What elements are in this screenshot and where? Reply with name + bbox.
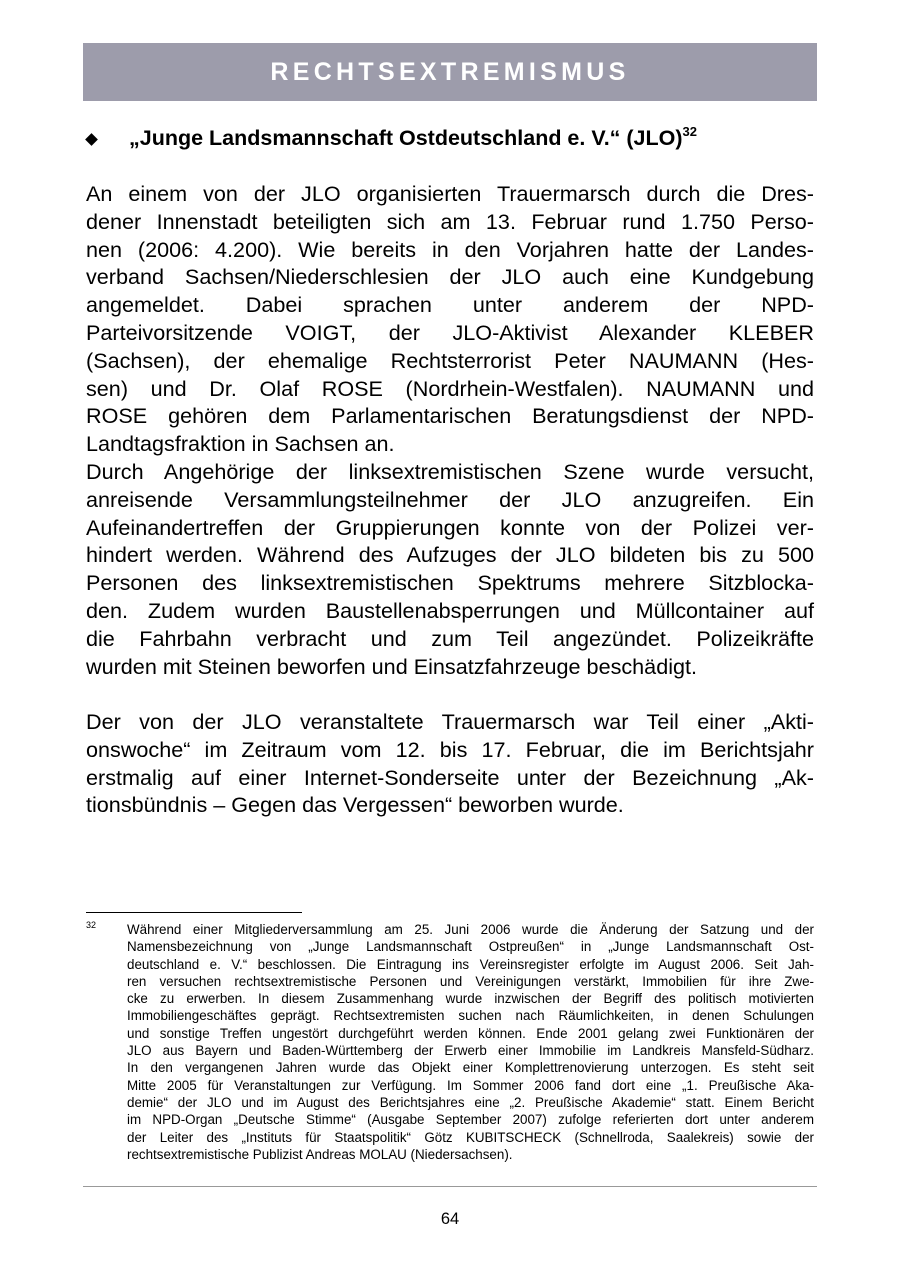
text-line: nen (2006: 4.200). Wie bereits in den Vorjahren hatte der Landes- — [86, 236, 814, 262]
section-heading — [87, 118, 817, 158]
page-number: 64 — [440, 1210, 460, 1228]
text-line: Aufeinandertreffen der Gruppierungen konnte von der Polizei ver- — [86, 514, 814, 540]
footnote-number: 32 — [86, 920, 97, 930]
text-line: erstmalig auf einer Internet-Sonderseite unter der Bezeichnung „Ak- — [86, 764, 814, 790]
text-line: Der von der JLO veranstaltete Trauermarsch war Teil einer „Akti- — [86, 709, 814, 734]
text-line: im NPD-Organ „Deutsche Stimme“ (Ausgabe September 2007) zufolge referierten dort unter anderem — [127, 1112, 814, 1128]
text-line: Parteivorsitzende VOIGT, der JLO-Aktivist Alexander KLEBER — [86, 319, 814, 345]
text-line: rechtsextremistische Publizist Andreas MOLAU (Niedersachsen). — [127, 1146, 513, 1162]
text-line: Immobiliengeschäftes geprägt. Rechtsextremisten suchen nach Räumlichkeiten, in denen Schulungen — [127, 1008, 814, 1024]
body-paragraph-1 — [86, 180, 814, 680]
text-line: sen) und Dr. Olaf ROSE (Nordrhein-Westfalen). NAUMANN und — [86, 375, 814, 401]
text-line: der Leiter des „Instituts für Staatspolitik“ Götz KUBITSCHECK (Schnellroda, Saalekreis) sowie der — [127, 1129, 814, 1145]
text-line: und sonstige Treffen ungestört durchgeführt werden können. Ende 2001 gelang zwei Funktionären der — [127, 1025, 814, 1041]
text-line: hindert werden. Während des Aufzuges der JLO bildeten bis zu 500 — [86, 542, 814, 568]
text-line: den. Zudem wurden Baustellenabsperrungen und Müllcontainer auf — [86, 597, 814, 623]
text-line: deutschland e. V.“ beschlossen. Die Eintragung ins Vereinsregister erfolgte im August 2006. Seit Jah- — [127, 956, 814, 972]
text-line: Namensbezeichnung von „Junge Landsmannschaft Ostpreußen“ in „Junge Landsmannschaft Ost- — [127, 939, 814, 955]
footnote-text — [127, 921, 814, 1163]
text-line: In den vergangenen Jahren wurde das Objekt einer Komplettrenovierung unterzogen. Es steht seit — [127, 1060, 814, 1076]
text-line: tionsbündnis – Gegen das Vergessen“ beworben wurde. — [86, 792, 624, 818]
footnote-separator — [86, 912, 302, 913]
text-line: An einem von der JLO organisierten Trauermarsch durch die Dres- — [86, 181, 814, 206]
text-line: (Sachsen), der ehemalige Rechtsterrorist Peter NAUMANN (Hes- — [86, 347, 814, 373]
text-line: demie“ der JLO und im August des Berichtsjahres eine „2. Preußische Akademie“ statt. Einem Bericht — [127, 1094, 814, 1110]
text-line: ren versuchen rechtsextremistische Personen und Vereinigungen verstärkt, Immobilien für ihre Zwe- — [127, 973, 814, 989]
text-line: Personen des linksextremistischen Spektrums mehrere Sitzblocka- — [86, 570, 814, 596]
text-line: onswoche“ im Zeitraum vom 12. bis 17. Februar, die im Berichtsjahr — [86, 736, 814, 762]
text-line: JLO aus Bayern und Baden-Württemberg der Erwerb einer Immobilie im Landkreis Mansfeld-Südharz. — [127, 1043, 814, 1059]
text-line: ROSE gehören dem Parlamentarischen Beratungsdienst der NPD- — [86, 403, 814, 429]
chapter-title: RECHTSEXTREMISMUS — [270, 57, 630, 86]
text-line: Mitte 2005 für Veranstaltungen zur Verfügung. Im Sommer 2006 fand dort eine „1. Preußische Aka- — [127, 1077, 814, 1093]
text-line: Durch Angehörige der linksextremistischen Szene wurde versucht, — [86, 458, 814, 484]
page-footer-rule — [83, 1186, 817, 1187]
text-line: anreisende Versammlungsteilnehmer der JLO anzugreifen. Ein — [86, 486, 814, 512]
text-line: cke zu erwerben. In diesem Zusammenhang wurde inzwischen der Begriff des politisch motivierten — [127, 991, 814, 1007]
section-title-text: „Junge Landsmannschaft Ostdeutschland e. V.“ (JLO) — [129, 126, 683, 150]
text-line: angemeldet. Dabei sprachen unter anderem der NPD- — [86, 292, 814, 318]
text-line: die Fahrbahn verbracht und zum Teil angezündet. Polizeikräfte — [86, 625, 814, 651]
text-line: Landtagsfraktion in Sachsen an. — [86, 431, 395, 457]
chapter-header-bar — [83, 43, 817, 101]
text-line: Während einer Mitgliederversammlung am 25. Juni 2006 wurde die Änderung der Satzung und der — [127, 922, 814, 937]
text-line: wurden mit Steinen beworfen und Einsatzfahrzeuge beschädigt. — [86, 653, 698, 679]
footnote-reference: 32 — [682, 124, 697, 139]
diamond-bullet-icon — [85, 133, 98, 146]
text-line: dener Innenstadt beteiligten sich am 13. Februar rund 1.750 Perso- — [86, 208, 814, 234]
body-paragraph-2 — [86, 708, 814, 819]
section-title — [129, 126, 697, 151]
text-line: verband Sachsen/Niederschlesien der JLO auch eine Kundgebung — [86, 264, 814, 290]
